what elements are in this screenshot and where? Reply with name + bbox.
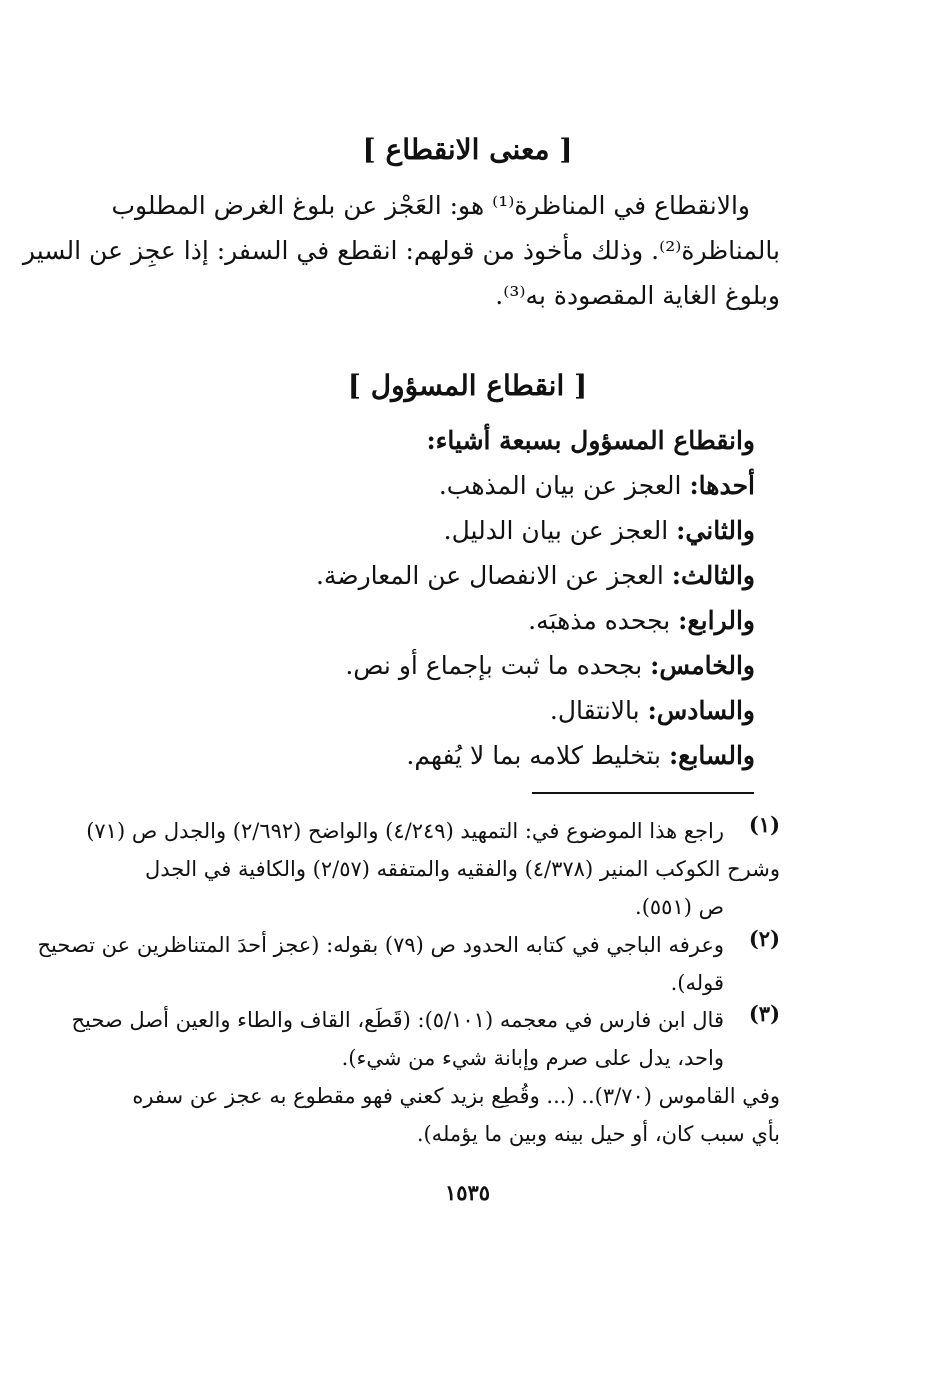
footnote-2 [37, 926, 780, 1002]
seven-things-list [200, 418, 755, 778]
list-intro: وانقطاع المسؤول بسبعة أشياء: [426, 426, 755, 455]
list-item-lead: والسادس: [647, 696, 755, 725]
list-item-lead: والثالث: [671, 561, 755, 590]
list-item [200, 733, 755, 778]
paragraph-line: بالمناظرة⁽²⁾. وذلك مأخوذ من قولهم: انقطع في السفر: إذا عجِز عن السير [22, 236, 780, 265]
footnote-3 [71, 1001, 780, 1153]
list-item-text: العجز عن بيان المذهب. [438, 471, 690, 500]
list-item-lead: والخامس: [650, 651, 755, 680]
list-item-text: بالانتقال. [549, 696, 648, 725]
section-heading-respondent: [ انقطاع المسؤول ] [347, 369, 588, 402]
list-item-text: بجحده ما ثبت بإجماع أو نص. [345, 651, 651, 680]
list-item [200, 598, 755, 643]
footnote-number: (١) [748, 812, 780, 837]
list-item [200, 463, 755, 508]
list-item [200, 508, 755, 553]
list-item-text: العجز عن بيان الدليل. [443, 516, 677, 545]
footnote-line: قوله). [670, 971, 724, 995]
footnote-separator [532, 792, 754, 794]
paragraph-definition [22, 183, 780, 318]
footnote-line: وفي القاموس (٣/٧٠).. (... وقُطِع بزيد كعني فهو مقطوع به عجز عن سفره [132, 1084, 780, 1108]
list-item [200, 643, 755, 688]
list-item-text: بجحده مذهبَه. [528, 606, 679, 635]
footnote-line: راجع هذا الموضوع في: التمهيد (٤/٢٤٩) والواضح (٢/٦٩٢) والجدل ص (٧١) [86, 819, 724, 843]
section-heading-meaning: [ معنى الانقطاع ] [362, 133, 573, 166]
list-item-text: العجز عن الانفصال عن المعارضة. [315, 561, 672, 590]
list-item-lead: أحدها: [689, 471, 755, 500]
paragraph-line: والانقطاع في المناظرة⁽¹⁾ هو: العَجْز عن بلوغ الغرض المطلوب [111, 191, 750, 220]
footnote-line: واحد، يدل على صرم وإبانة شيء من شيء). [341, 1046, 724, 1070]
list-item-lead: والثاني: [676, 516, 755, 545]
footnote-line: وشرح الكوكب المنير (٤/٣٧٨) والفقيه والمتفقه (٢/٥٧) والكافية في الجدل [145, 857, 780, 881]
list-item-lead: والسابع: [668, 741, 755, 770]
footnote-line: بأي سبب كان، أو حيل بينه وبين ما يؤمله). [416, 1122, 780, 1146]
list-item [200, 688, 755, 733]
list-item-lead: والرابع: [678, 606, 755, 635]
footnote-number: (٢) [748, 926, 780, 951]
footnote-number: (٣) [748, 1001, 780, 1026]
paragraph-line: وبلوغ الغاية المقصودة به⁽³⁾. [495, 281, 780, 310]
list-item [200, 553, 755, 598]
footnote-1 [86, 812, 780, 926]
footnote-line: وعرفه الباجي في كتابه الحدود ص (٧٩) بقوله: (عجز أحدَ المتناظرين عن تصحيح [37, 933, 724, 957]
footnote-line: ص (٥٥١). [635, 895, 724, 919]
page-number: ١٥٣٥ [444, 1180, 491, 1205]
list-item-text: بتخليط كلامه بما لا يُفهم. [406, 741, 669, 770]
footnote-line: قال ابن فارس في معجمه (٥/١٠١): (قَطَع، القاف والطاء والعين أصل صحيح [71, 1008, 724, 1032]
